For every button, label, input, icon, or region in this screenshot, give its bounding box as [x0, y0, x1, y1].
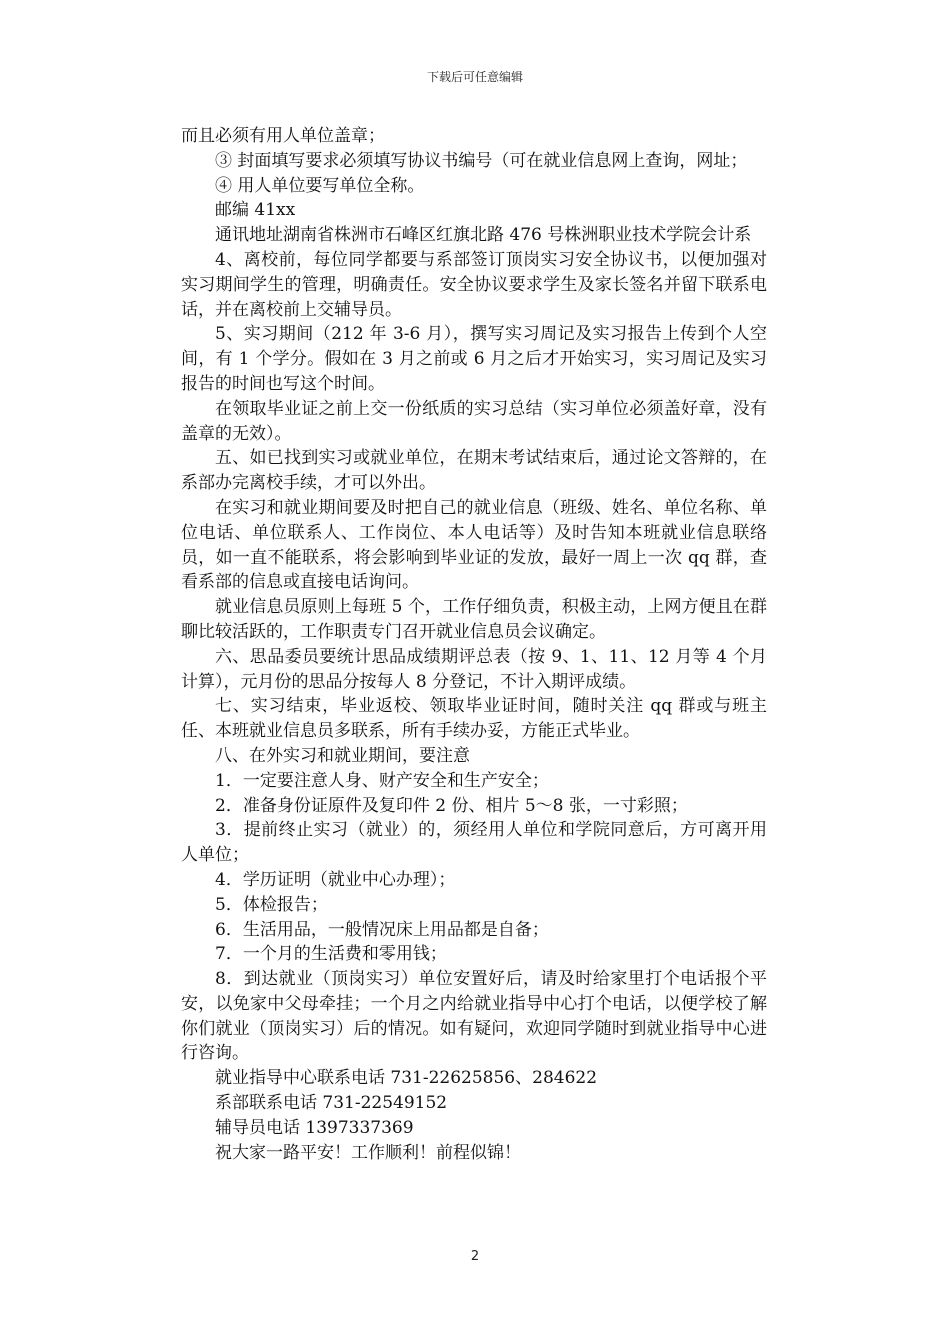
paragraph: 七、实习结束，毕业返校、领取毕业证时间，随时关注 qq 群或与班主任、本班就业信息员多联系，所有手续办妥，方能正式毕业。: [181, 696, 767, 742]
paragraph: 邮编 41xx: [215, 200, 296, 221]
document-body: [181, 124, 767, 1165]
list-item: 6．生活用品，一般情况床上用品都是自备；: [215, 919, 549, 940]
page-header: 下载后可任意编辑: [426, 70, 523, 84]
paragraph: ④ 用人单位要写单位全称。: [215, 175, 425, 196]
contact-line: 就业指导中心联系电话 731-22625856、284622: [215, 1068, 598, 1089]
list-item: 5．体检报告；: [215, 894, 328, 915]
page-number: 2: [470, 1249, 480, 1264]
paragraph: 5、实习期间（212 年 3-6 月），撰写实习周记及实习报告上传到个人空间，有 1 个学分。假如在 3 月之前或 6 月之后才开始实习，实习周记及实习报告的时间也写这个时间。: [181, 324, 767, 394]
list-item: 7．一个月的生活费和零用钱；: [215, 944, 447, 965]
paragraph: 而且必须有用人单位盖章；: [181, 126, 385, 146]
paragraph: 在实习和就业期间要及时把自己的就业信息（班级、姓名、单位名称、单位电话、单位联系人、工作岗位、本人电话等）及时告知本班就业信息联络员，如一直不能联系，将会影响到毕业证的发放，最好一周上一次 qq 群，查看系部的信息或直接电话询问。: [181, 497, 767, 593]
paragraph: 就业信息员原则上每班 5 个，工作仔细负责，积极主动，上网方便且在群聊比较活跃的，工作职责专门召开就业信息员会议确定。: [181, 597, 767, 642]
list-item: 2．准备身份证原件及复印件 2 份、相片 5～8 张，一寸彩照；: [215, 795, 688, 816]
paragraph: 在领取毕业证之前上交一份纸质的实习总结（实习单位必须盖好章，没有盖章的无效）。: [181, 398, 767, 444]
list-item: 8．到达就业（顶岗实习）单位安置好后，请及时给家里打个电话报个平安，以免家中父母牵挂；一个月之内给就业指导中心打个电话，以便学校了解你们就业（顶岗实习）后的情况。如有疑问，欢迎同学随时到就业指导中心进行咨询。: [181, 969, 767, 1064]
closing-line: 祝大家一路平安！工作顺利！前程似锦！: [215, 1142, 521, 1163]
paragraph: 六、思品委员要统计思品成绩期评总表（按 9、1、11、12 月等 4 个月计算），元月份的思品分按每人 8 分登记，不计入期评成绩。: [181, 646, 767, 692]
list-item: 3．提前终止实习（就业）的，须经用人单位和学院同意后，方可离开用人单位；: [181, 820, 767, 866]
list-item: 1．一定要注意人身、财产安全和生产安全；: [215, 770, 549, 791]
paragraph: 八、在外实习和就业期间，要注意: [215, 745, 470, 766]
paragraph: 通讯地址湖南省株洲市石峰区红旗北路 476 号株洲职业技术学院会计系: [215, 225, 752, 246]
list-item: 4．学历证明（就业中心办理）；: [215, 869, 456, 890]
paragraph: 五、如已找到实习或就业单位，在期末考试结束后，通过论文答辩的，在系部办完离校手续，才可以外出。: [181, 448, 767, 494]
contact-line: 辅导员电话 1397337369: [215, 1117, 414, 1138]
paragraph: ③ 封面填写要求必须填写协议书编号（可在就业信息网上查询，网址；: [215, 150, 748, 171]
contact-line: 系部联系电话 731-22549152: [215, 1093, 448, 1114]
paragraph: 4、离校前，每位同学都要与系部签订顶岗实习安全协议书，以便加强对实习期间学生的管理，明确责任。安全协议要求学生及家长签名并留下联系电话，并在离校前上交辅导员。: [181, 249, 767, 320]
